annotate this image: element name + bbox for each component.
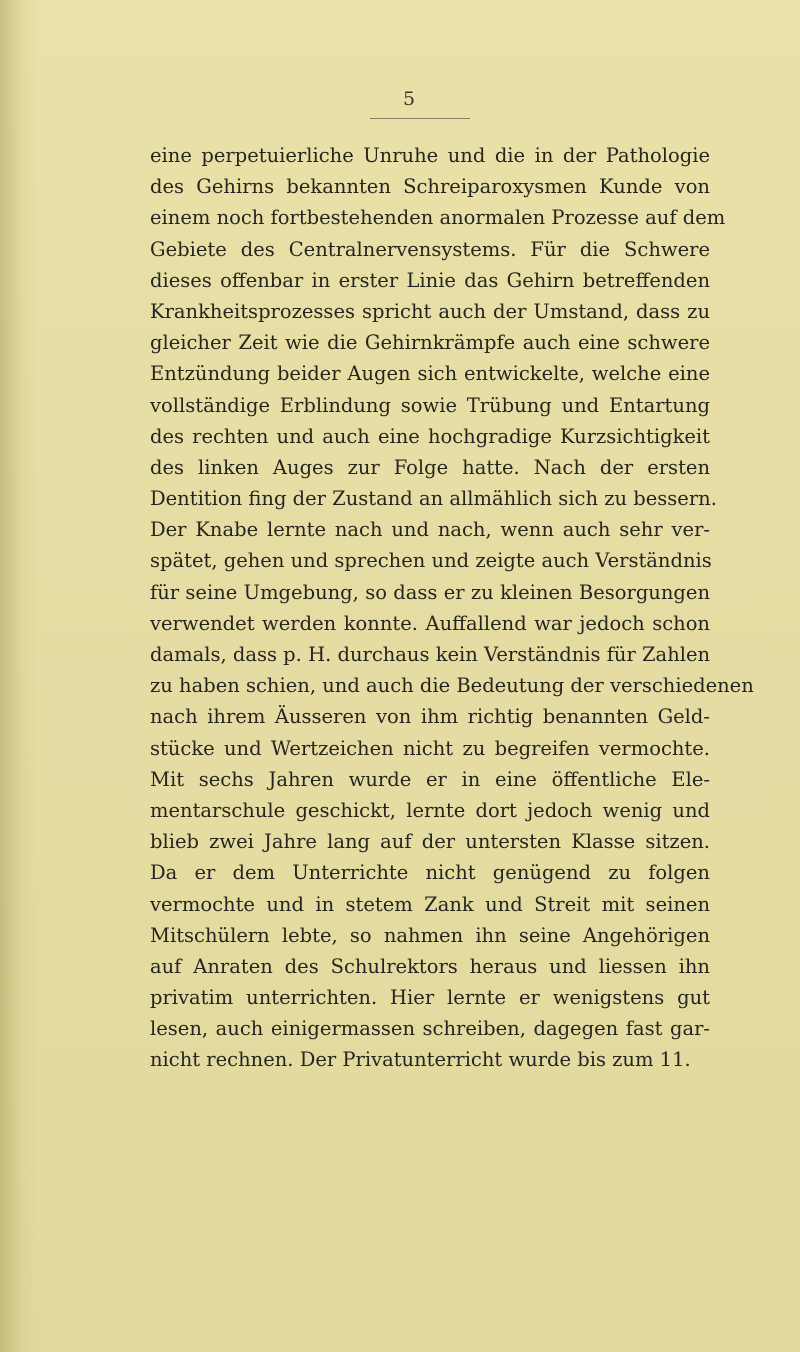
text-line: privatim unterrichten. Hier lernte er wenigstens gut — [150, 986, 710, 1010]
text-line: Krankheitsprozesses spricht auch der Umstand, dass zu — [150, 299, 710, 323]
text-line: für seine Umgebung, so dass er zu kleinen Besorgungen — [150, 580, 710, 604]
text-line: blieb zwei Jahre lang auf der untersten Klasse sitzen. — [150, 830, 710, 854]
text-line: damals, dass p. H. durchaus kein Verständnis für Zahlen — [150, 643, 711, 666]
text-line: verwendet werden konnte. Auffallend war jedoch schon — [150, 611, 710, 635]
header-rule — [370, 118, 470, 119]
text-line: lesen, auch einigermassen schreiben, dagegen fast gar- — [150, 1017, 710, 1041]
text-line: nicht rechnen. Der Privatunterricht wurde bis zum 11. — [150, 1048, 691, 1072]
text-line: vollständige Erblindung sowie Trübung und Entartung — [150, 393, 710, 417]
text-line: des linken Auges zur Folge hatte. Nach der ersten — [150, 455, 710, 479]
text-line: auf Anraten des Schulrektors heraus und liessen ihn — [150, 954, 710, 978]
text-line: Mit sechs Jahren wurde er in eine öffentliche Ele- — [150, 767, 710, 791]
text-line: vermochte und in stetem Zank und Streit mit seinen — [150, 892, 710, 916]
text-line: stücke und Wertzeichen nicht zu begreifen vermochte. — [150, 736, 710, 760]
text-line: gleicher Zeit wie die Gehirnkrämpfe auch eine schwere — [150, 331, 710, 355]
text-line: Entzündung beider Augen sich entwickelte, welche eine — [150, 362, 710, 386]
text-line: spätet, gehen und sprechen und zeigte auch Verständnis — [150, 549, 712, 573]
text-line: nach ihrem Äusseren von ihm richtig benannten Geld- — [150, 705, 710, 729]
page-number: 5 — [402, 88, 416, 110]
text-line: Der Knabe lernte nach und nach, wenn auch sehr ver- — [150, 518, 710, 542]
text-line: Da er dem Unterrichte nicht genügend zu folgen — [150, 861, 710, 885]
text-line: einem noch fortbestehenden anormalen Prozesse auf dem — [150, 206, 726, 230]
text-line: Mitschülern lebte, so nahmen ihn seine Angehörigen — [150, 923, 710, 947]
text-line: zu haben schien, und auch die Bedeutung der verschiedenen — [150, 674, 754, 698]
text-line: des Gehirns bekannten Schreiparoxysmen Kunde von — [150, 175, 710, 199]
text-line: des rechten und auch eine hochgradige Kurzsichtigkeit — [150, 424, 710, 448]
text-line: mentarschule geschickt, lernte dort jedoch wenig und — [150, 798, 710, 822]
body-text — [150, 140, 754, 1076]
text-line: Gebiete des Centralnervensystems. Für die Schwere — [150, 237, 710, 261]
text-line: eine perpetuierliche Unruhe und die in der Pathologie — [150, 144, 710, 167]
text-line: dieses offenbar in erster Linie das Gehirn betreffenden — [150, 268, 710, 292]
text-line: Dentition fing der Zustand an allmählich sich zu bessern. — [150, 487, 717, 511]
